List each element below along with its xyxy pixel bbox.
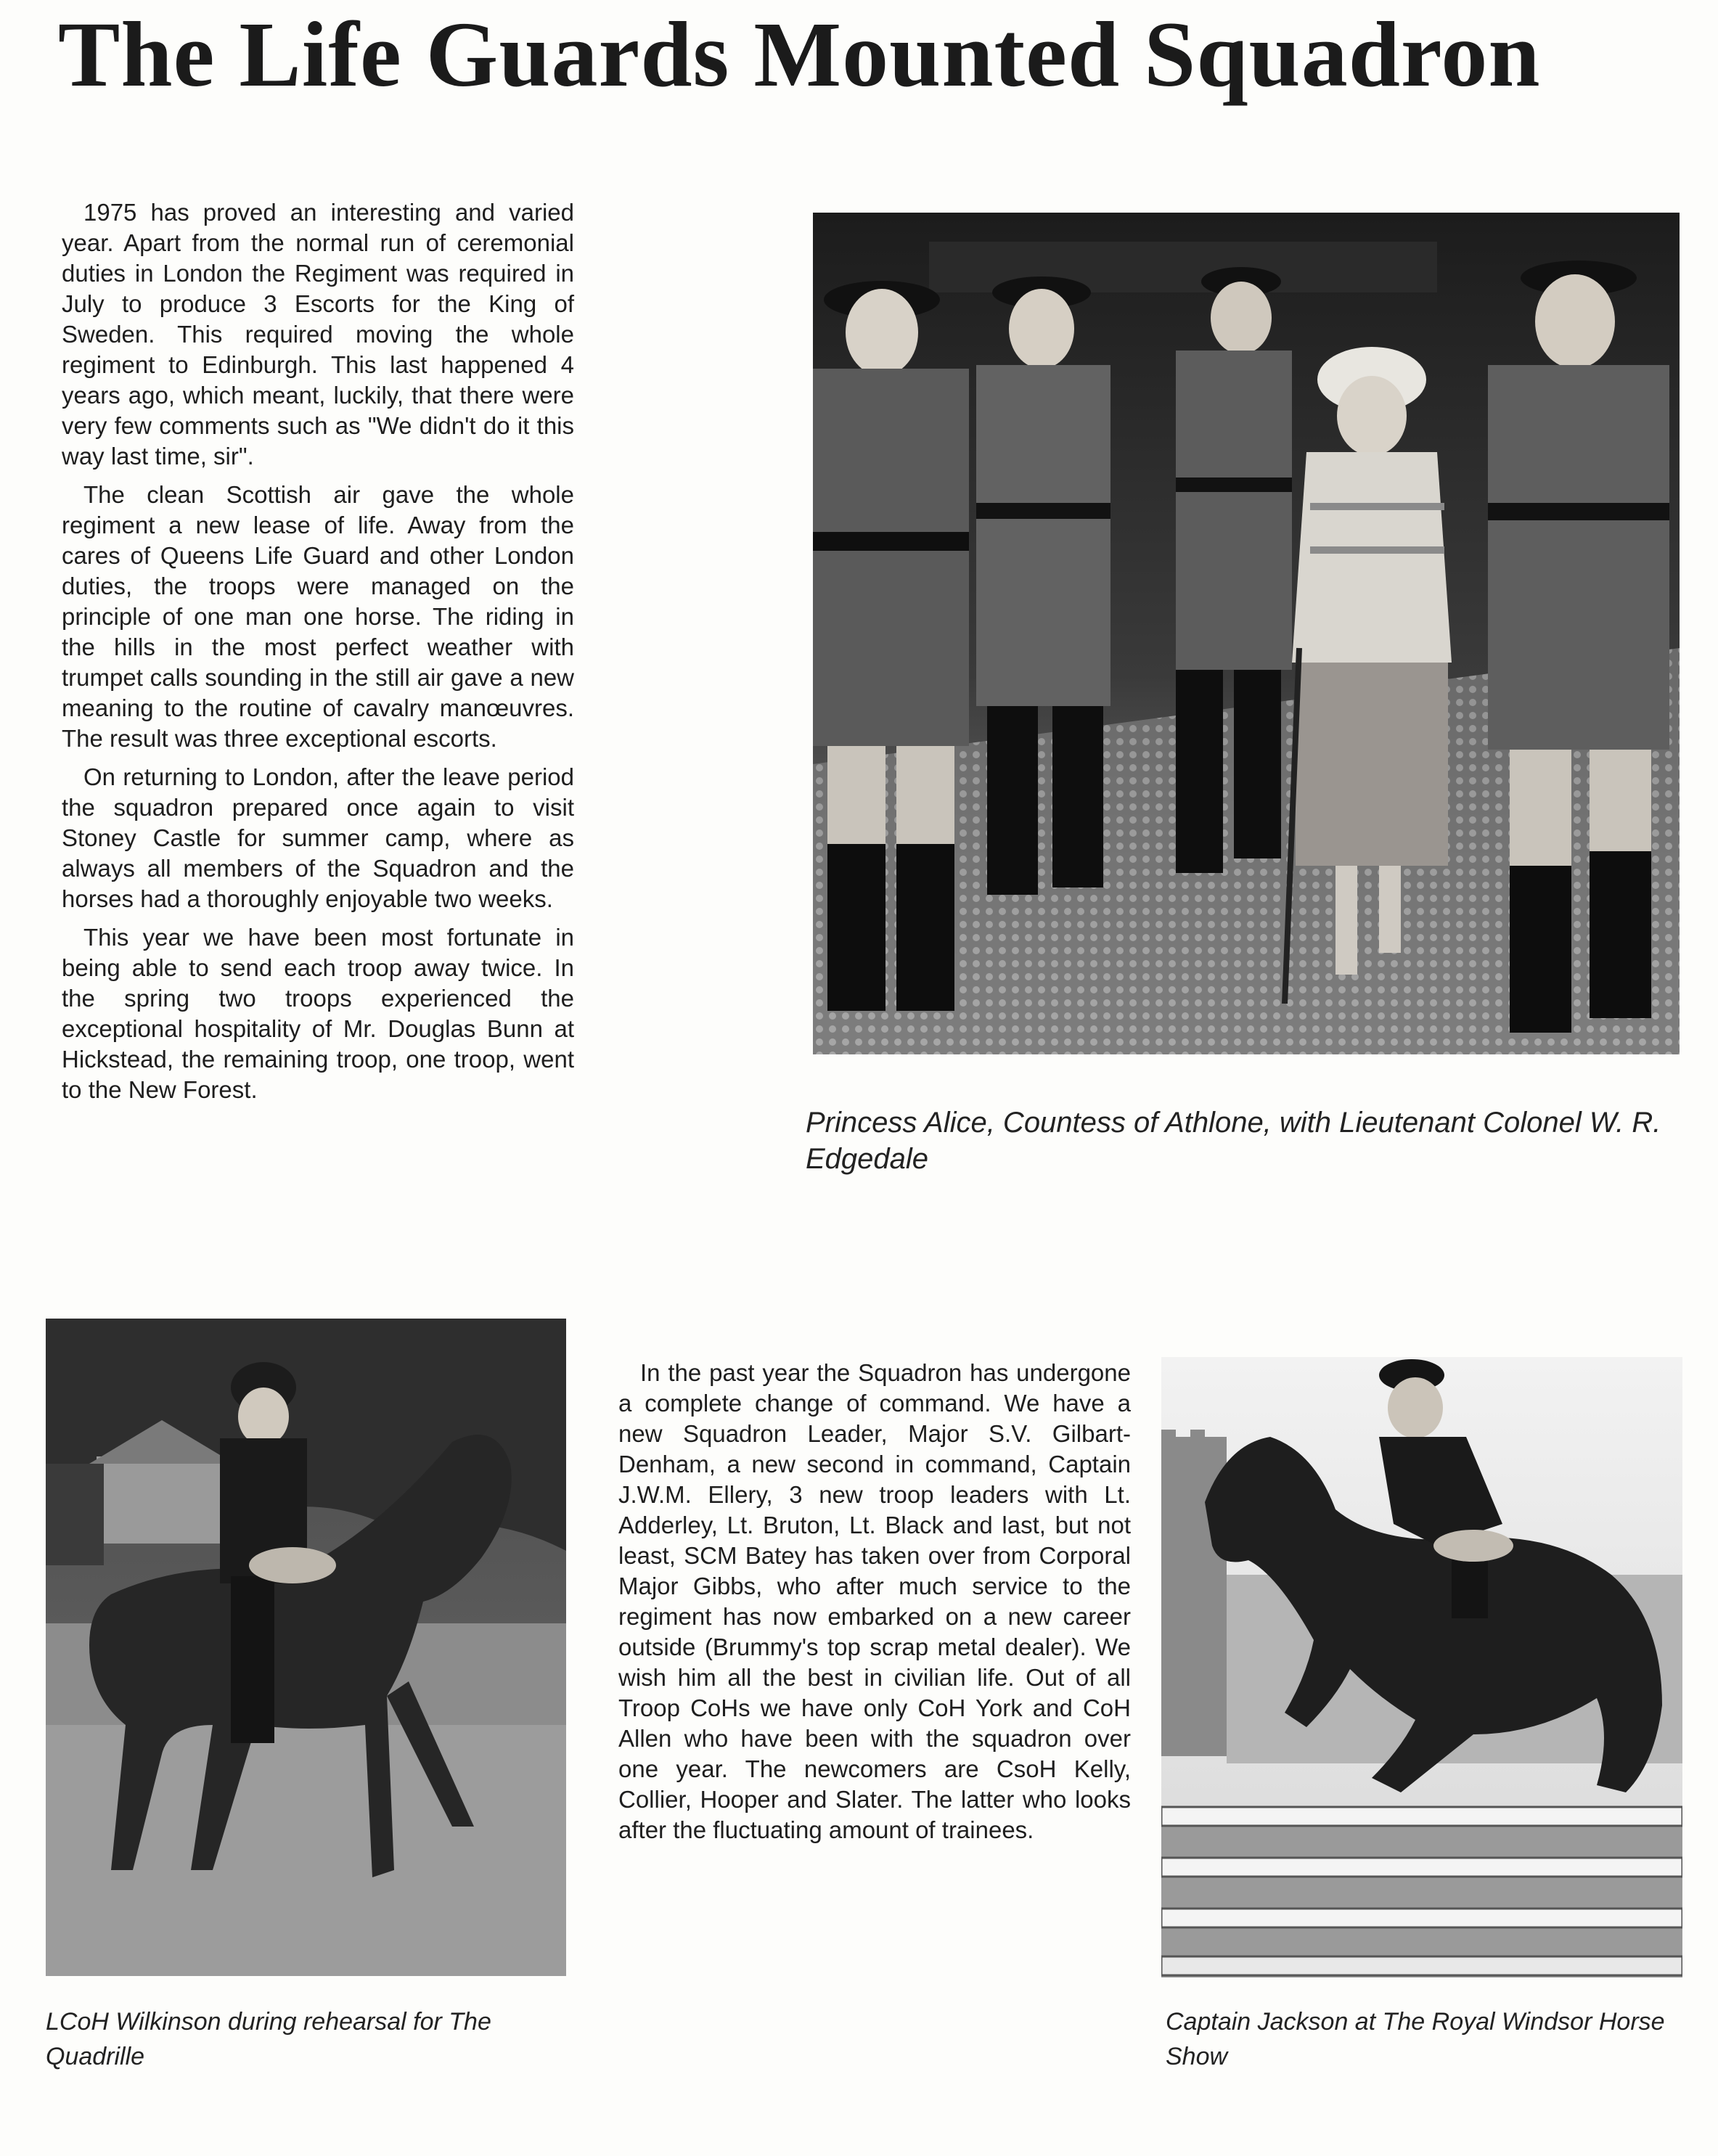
photo-lcoh-wilkinson-image — [46, 1319, 566, 1976]
article-column-left — [62, 197, 574, 1113]
paragraph: In the past year the Squadron has undergone a complete change of command. We have a new Squadron Leader, Major S.V. Gilbart-Denham, a new second in command, Captain J.W.M. Ellery, 3 new troop leaders with Lt. Adderley, Lt. Bruton, Lt. Black and last, but not least, SCM Batey has taken over from Corporal Major Gibbs, who after much service to the regiment has now embarked on a new career outside (Brummy's top scrap metal dealer). We wish him all the best in civilian life. Out of all Troop CoHs we have only CoH York and CoH Allen who have been with the squadron over one year. The newcomers are CsoH Kelly, Collier, Hooper and Slater. The latter who looks after the fluctuating amount of trainees. — [618, 1359, 1131, 1843]
caption-photo-lcoh-wilkinson: LCoH Wilkinson during rehearsal for The Quadrille — [46, 2008, 491, 2070]
photo-captain-jackson-image — [1161, 1357, 1682, 1977]
photo-captain-jackson — [1161, 1357, 1682, 1977]
photo-lcoh-wilkinson — [46, 1319, 566, 1976]
photo-princess-alice-image — [813, 213, 1680, 1054]
photo-princess-alice — [813, 213, 1680, 1054]
paragraph: This year we have been most fortunate in being able to send each troop away twice. In the spring two troops experienced the exceptional hospitality of Mr. Douglas Bunn at Hickstead, the remaining troop, one troop, went to the New Forest. — [62, 924, 574, 1103]
article-column-middle — [618, 1358, 1131, 1853]
paragraph: On returning to London, after the leave period the squadron prepared once again to visit Stoney Castle for summer camp, where as always all members of the Squadron and the horses had a thoroughly enjoyable two weeks. — [62, 763, 574, 912]
paragraph: The clean Scottish air gave the whole regiment a new lease of life. Away from the cares of Queens Life Guard and other London duties, the troops were managed on the principle of one man one horse. The riding in the hills in the most perfect weather with trumpet calls sounding in the still air gave a new meaning to the routine of cavalry manœuvres. The result was three exceptional escorts. — [62, 481, 574, 752]
caption-photo-captain-jackson: Captain Jackson at The Royal Windsor Horse Show — [1166, 2008, 1665, 2070]
page-title: The Life Guards Mounted Squadron — [58, 3, 1541, 106]
caption-photo-princess-alice: Princess Alice, Countess of Athlone, with Lieutenant Colonel W. R. Edgedale — [806, 1107, 1661, 1175]
paragraph: 1975 has proved an interesting and varied year. Apart from the normal run of ceremonial duties in London the Regiment was required in July to produce 3 Escorts for the King of Sweden. This required moving the whole regiment to Edinburgh. This last happened 4 years ago, which meant, luckily, that there were very few comments such as "We didn't do it this way last time, sir". — [62, 199, 574, 470]
